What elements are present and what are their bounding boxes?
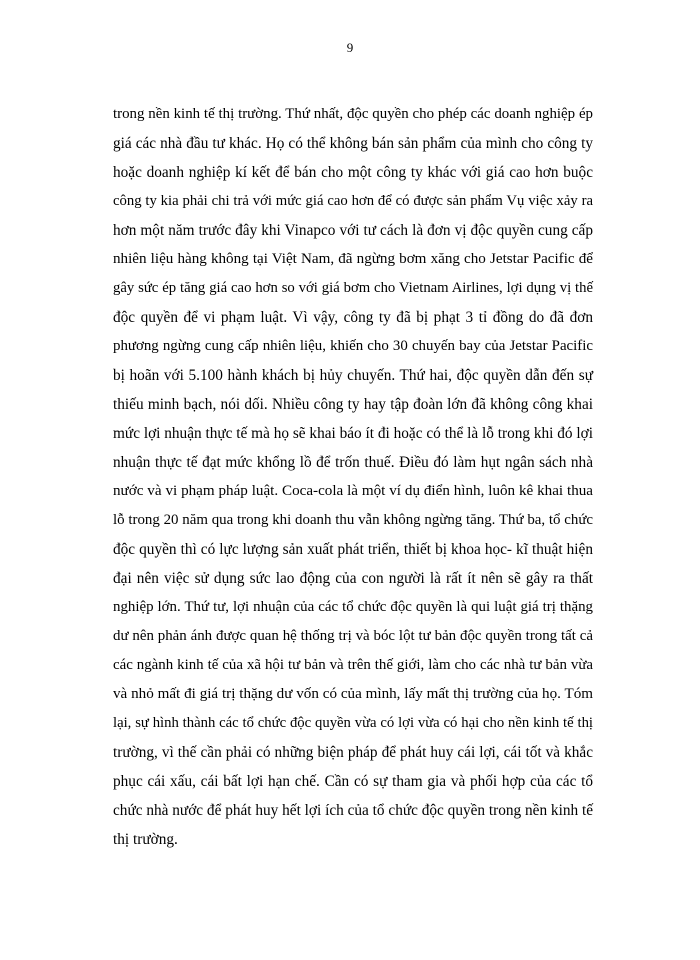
text-line: bị hoãn với 5.100 hành khách bị hủy chuyến. Thứ hai, độc quyền dẫn đến sự [113,367,593,384]
text-line: nghiệp lớn. Thứ tư, lợi nhuận của các tổ chức độc quyền là qui luật giá trị thặng [113,599,593,615]
text-line: chức nhà nước để phát huy hết lợi ích của tổ chức độc quyền trong nền kinh tế [113,802,593,819]
text-line: và nhỏ mất đi giá trị thặng dư vốn có của mình, lấy mất thị trường của họ. Tóm [113,686,593,702]
text-line: dư nên phản ánh được quan hệ thống trị và bóc lột tư bản độc quyền trong tất cả [113,628,593,644]
text-line: độc quyền thì có lực lượng sản xuất phát triển, thiết bị khoa học- kĩ thuật hiện [113,541,593,558]
text-line: giá các nhà đầu tư khác. Họ có thể không bán sản phẩm của mình cho công ty [113,135,593,152]
text-line: hơn một năm trước đây khi Vinapco với tư cách là đơn vị độc quyền cung cấp [113,222,593,239]
text-line: nhuận thực tế đạt mức khổng lồ để trốn thuế. Điều đó làm hụt ngân sách nhà [113,454,593,471]
text-line: độc quyền để vi phạm luật. Vì vậy, công ty đã bị phạt 3 tỉ đồng do đã đơn [113,309,593,326]
text-line: lỗ trong 20 năm qua trong khi doanh thu vẫn không ngừng tăng. Thứ ba, tổ chức [113,512,593,528]
text-line: lại, sự hình thành các tổ chức độc quyền vừa có lợi vừa có hại cho nền kinh tế thị [113,715,593,731]
text-line: nhiên liệu hàng không tại Việt Nam, đã ngừng bơm xăng cho Jetstar Pacific để [113,251,593,267]
text-line: phục cái xấu, cái bất lợi hạn chế. Cần có sự tham gia và phối hợp của các tổ [113,773,593,790]
text-line: thiếu minh bạch, nói dối. Nhiều công ty hay tập đoàn lớn đã không công khai [113,396,593,413]
text-line: gây sức ép tăng giá cao hơn so với giá bơm cho Vietnam Airlines, lợi dụng vị thế [113,280,593,296]
body-paragraph [113,100,593,854]
text-line: các ngành kinh tế của xã hội tư bản và trên thế giới, làm cho các nhà tư bản vừa [113,657,593,673]
text-line: công ty kia phải chi trả với mức giá cao hơn để có được sản phẩm Vụ việc xảy ra [113,193,593,209]
text-line: đại nên việc sử dụng sức lao động của con người là rất ít nên sẽ gây ra thất [113,570,593,587]
text-line: trường, vì thế cần phải có những biện pháp để phát huy cái lợi, cái tốt và khắc [113,744,593,761]
text-line: hoặc doanh nghiệp kí kết để bán cho một công ty khác với giá cao hơn buộc [113,164,593,181]
text-line: thị trường. [113,831,178,848]
text-line: mức lợi nhuận thực tế mà họ sẽ khai báo ít đi hoặc có thể là lỗ trong khi đó lợi [113,425,593,442]
text-line: phương ngừng cung cấp nhiên liệu, khiến cho 30 chuyến bay của Jetstar Pacific [113,338,593,354]
page-number: 9 [346,40,354,55]
text-line: trong nền kinh tế thị trường. Thứ nhất, độc quyền cho phép các doanh nghiệp ép [113,106,593,122]
text-line: nước và vi phạm pháp luật. Coca-cola là một ví dụ điển hình, luôn kê khai thua [113,483,593,499]
